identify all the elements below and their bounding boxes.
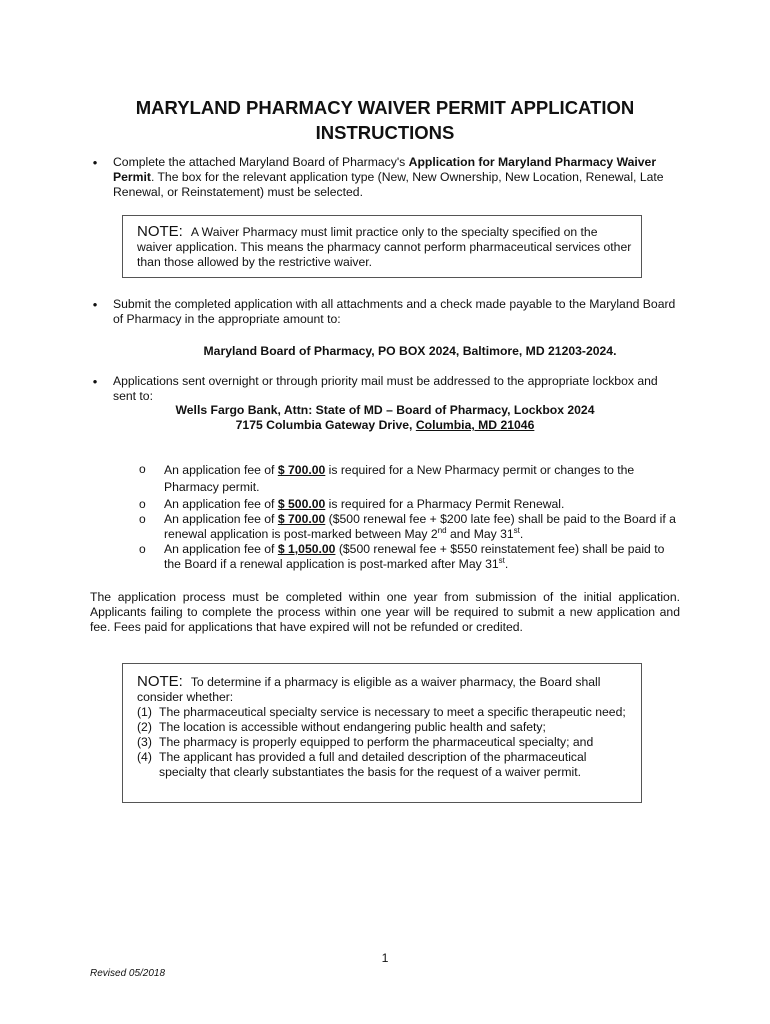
criteria-text: The location is accessible without endangering public health and safety; bbox=[159, 720, 546, 734]
note-label: NOTE: bbox=[137, 673, 183, 690]
note-1-content bbox=[137, 224, 632, 270]
note-box-practice-limit bbox=[122, 215, 642, 278]
fee-3-post-c: . bbox=[519, 527, 524, 541]
board-mailing-address: Maryland Board of Pharmacy, PO BOX 2024, Baltimore, MD 21203-2024. bbox=[203, 344, 617, 358]
criteria-number: (2) bbox=[137, 720, 152, 734]
fee-text bbox=[164, 542, 684, 572]
note-2-intro bbox=[137, 674, 632, 705]
criteria-text: The pharmaceutical specialty service is necessary to meet a specific therapeutic need; bbox=[159, 705, 626, 719]
fee-amount: $ 500.00 bbox=[277, 497, 326, 511]
criteria-item-2 bbox=[137, 720, 632, 735]
criteria-number: (1) bbox=[137, 705, 152, 719]
criteria-item-3 bbox=[137, 735, 632, 750]
bullet-2-text: Submit the completed application with all attachments and a check made payable to the Maryland Board of Pharmacy in the appropriate amount to: bbox=[113, 297, 676, 326]
note-2-content bbox=[137, 674, 632, 780]
circle-bullet-icon: o bbox=[139, 542, 146, 556]
title-line-1: MARYLAND PHARMACY WAIVER PERMIT APPLICATION bbox=[135, 97, 635, 118]
criteria-item-1 bbox=[137, 705, 632, 720]
fee-amount: $ 700.00 bbox=[277, 512, 326, 526]
bullet-1-text-b: . The box for the relevant application type (New, New Ownership, New Location, Renewal, Late Renewal, or Reinstatement) must be selected. bbox=[113, 170, 664, 199]
circle-bullet-icon: o bbox=[139, 512, 146, 526]
fee-3-sup-a: nd bbox=[437, 525, 447, 535]
page-title bbox=[60, 95, 710, 145]
title-line-2: INSTRUCTIONS bbox=[315, 122, 455, 143]
criteria-number: (3) bbox=[137, 735, 152, 749]
fee-3-post-a: ($500 renewal fee + $200 late fee) shall be paid to the Board if a renewal application is post-marked between May 2 bbox=[164, 512, 676, 541]
circle-bullet-icon: o bbox=[139, 462, 146, 476]
fee-3-post-b: and May 31 bbox=[446, 527, 514, 541]
fee-text bbox=[164, 462, 684, 496]
bullet-text bbox=[113, 155, 683, 200]
bullet-3-text: Applications sent overnight or through priority mail must be addressed to the appropriate lockbox and sent to: bbox=[113, 374, 658, 403]
criteria-item-4 bbox=[137, 750, 632, 780]
application-process-paragraph: The application process must be completed within one year from submission of the initial application. Applicants failing to complete the process within one year will be required to submit a new application and fee. Fees paid for applications that have expired will not be refunded or credited. bbox=[90, 590, 680, 634]
criteria-text: The pharmacy is properly equipped to perform the pharmaceutical specialty; and bbox=[159, 735, 594, 749]
fee-1-pre: An application fee of bbox=[164, 463, 278, 477]
fee-text bbox=[164, 497, 684, 512]
bullet-icon: • bbox=[92, 155, 98, 170]
criteria-number: (4) bbox=[137, 750, 152, 764]
fee-4-sup-a: st bbox=[498, 555, 505, 565]
fee-amount: $ 1,050.00 bbox=[277, 542, 336, 556]
bullet-1-text-a: Complete the attached Maryland Board of Pharmacy's bbox=[113, 155, 409, 169]
note-box-eligibility bbox=[122, 663, 642, 803]
fee-text bbox=[164, 512, 684, 542]
criteria-text: The applicant has provided a full and detailed description of the pharmaceutical specialty that clearly substantiates the basis for the request of a waiver permit. bbox=[159, 750, 587, 779]
fee-3-pre: An application fee of bbox=[164, 512, 278, 526]
lockbox-city: Columbia, MD 21046 bbox=[415, 418, 535, 432]
page-number: 1 bbox=[381, 951, 389, 965]
fee-4-post-a: ($500 renewal fee + $550 reinstatement fee) shall be paid to the Board if a renewal application is post-marked after May 31 bbox=[164, 542, 665, 571]
bullet-icon: • bbox=[92, 297, 98, 312]
lockbox-address-line-1: Wells Fargo Bank, Attn: State of MD – Board of Pharmacy, Lockbox 2024 bbox=[175, 403, 595, 417]
revision-date: Revised 05/2018 bbox=[90, 968, 166, 979]
fee-4-post-c: . bbox=[504, 557, 509, 571]
fee-3-sup-b: st bbox=[513, 525, 520, 535]
fee-2-post: is required for a Pharmacy Permit Renewal. bbox=[325, 497, 565, 511]
lockbox-street: 7175 Columbia Gateway Drive, bbox=[235, 418, 416, 432]
lockbox-address-line-2 bbox=[60, 418, 710, 433]
note-label: NOTE: bbox=[137, 223, 183, 240]
circle-bullet-icon: o bbox=[139, 497, 146, 511]
fee-amount: $ 700.00 bbox=[277, 463, 326, 477]
fee-4-pre: An application fee of bbox=[164, 542, 278, 556]
application-name: Application for Maryland Pharmacy Waiver Permit bbox=[113, 155, 657, 184]
lockbox-address bbox=[60, 403, 710, 433]
fee-1-post: is required for a New Pharmacy permit or changes to the Pharmacy permit. bbox=[164, 463, 635, 494]
fee-2-pre: An application fee of bbox=[164, 497, 278, 511]
note-2-intro-text: To determine if a pharmacy is eligible as a waiver pharmacy, the Board shall consider whether: bbox=[137, 675, 601, 704]
bullet-icon: • bbox=[92, 374, 98, 389]
note-1-text: A Waiver Pharmacy must limit practice only to the specialty specified on the waiver application. This means the pharmacy cannot perform pharmaceutical services other than those allowed by the restrictive waiver. bbox=[137, 225, 632, 269]
